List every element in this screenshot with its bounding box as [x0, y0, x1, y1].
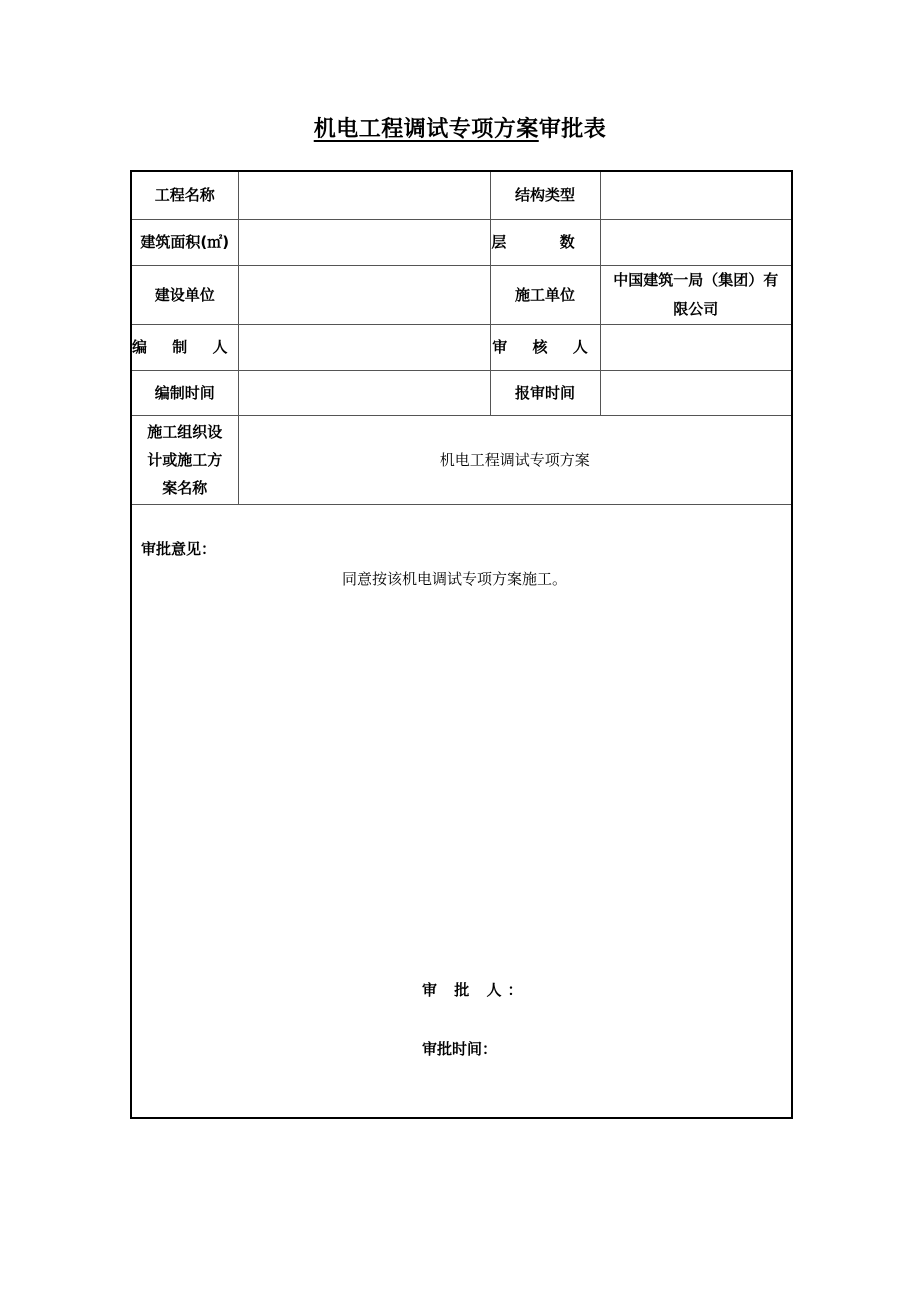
owner-label: 建设单位 [132, 265, 238, 324]
submit-time-label: 报审时间 [490, 370, 600, 415]
structure-type-field[interactable] [600, 172, 791, 219]
edit-time-field[interactable] [238, 370, 490, 415]
plan-name-field[interactable]: 机电工程调试专项方案 [238, 415, 791, 504]
area-field[interactable] [238, 219, 490, 265]
reviewer-field[interactable] [600, 324, 791, 370]
page-title [0, 112, 920, 143]
structure-type-label: 结构类型 [490, 172, 600, 219]
approval-time-label: 审批时间： [422, 1040, 498, 1058]
info-table [132, 172, 791, 505]
approval-opinion-label: 审批意见： [141, 540, 217, 558]
project-name-field[interactable] [238, 172, 490, 219]
area-label: 建筑面积(㎡) [132, 219, 238, 265]
table-row [132, 219, 791, 265]
title-underlined: 机电工程调试专项方案 [313, 117, 539, 142]
reviewer-label: 审 核 人 [490, 324, 600, 370]
floors-field[interactable] [600, 219, 791, 265]
table-row [132, 265, 791, 324]
floors-label: 层 数 [490, 219, 600, 265]
approver-label: 审 批 人： [422, 981, 529, 999]
project-name-label: 工程名称 [132, 172, 238, 219]
edit-time-label: 编制时间 [132, 370, 238, 415]
approval-form [130, 170, 793, 1119]
table-row [132, 370, 791, 415]
submit-time-field[interactable] [600, 370, 791, 415]
title-rest: 审批表 [538, 117, 607, 142]
editor-label: 编 制 人 [132, 324, 238, 370]
contractor-label: 施工单位 [490, 265, 600, 324]
editor-field[interactable] [238, 324, 490, 370]
contractor-field[interactable]: 中国建筑一局（集团）有限公司 [600, 265, 791, 324]
table-row [132, 172, 791, 219]
owner-field[interactable] [238, 265, 490, 324]
table-row [132, 324, 791, 370]
plan-name-label: 施工组织设计或施工方案名称 [132, 415, 238, 504]
approval-opinion-text[interactable]: 同意按该机电调试专项方案施工。 [342, 570, 568, 588]
table-row [132, 415, 791, 504]
